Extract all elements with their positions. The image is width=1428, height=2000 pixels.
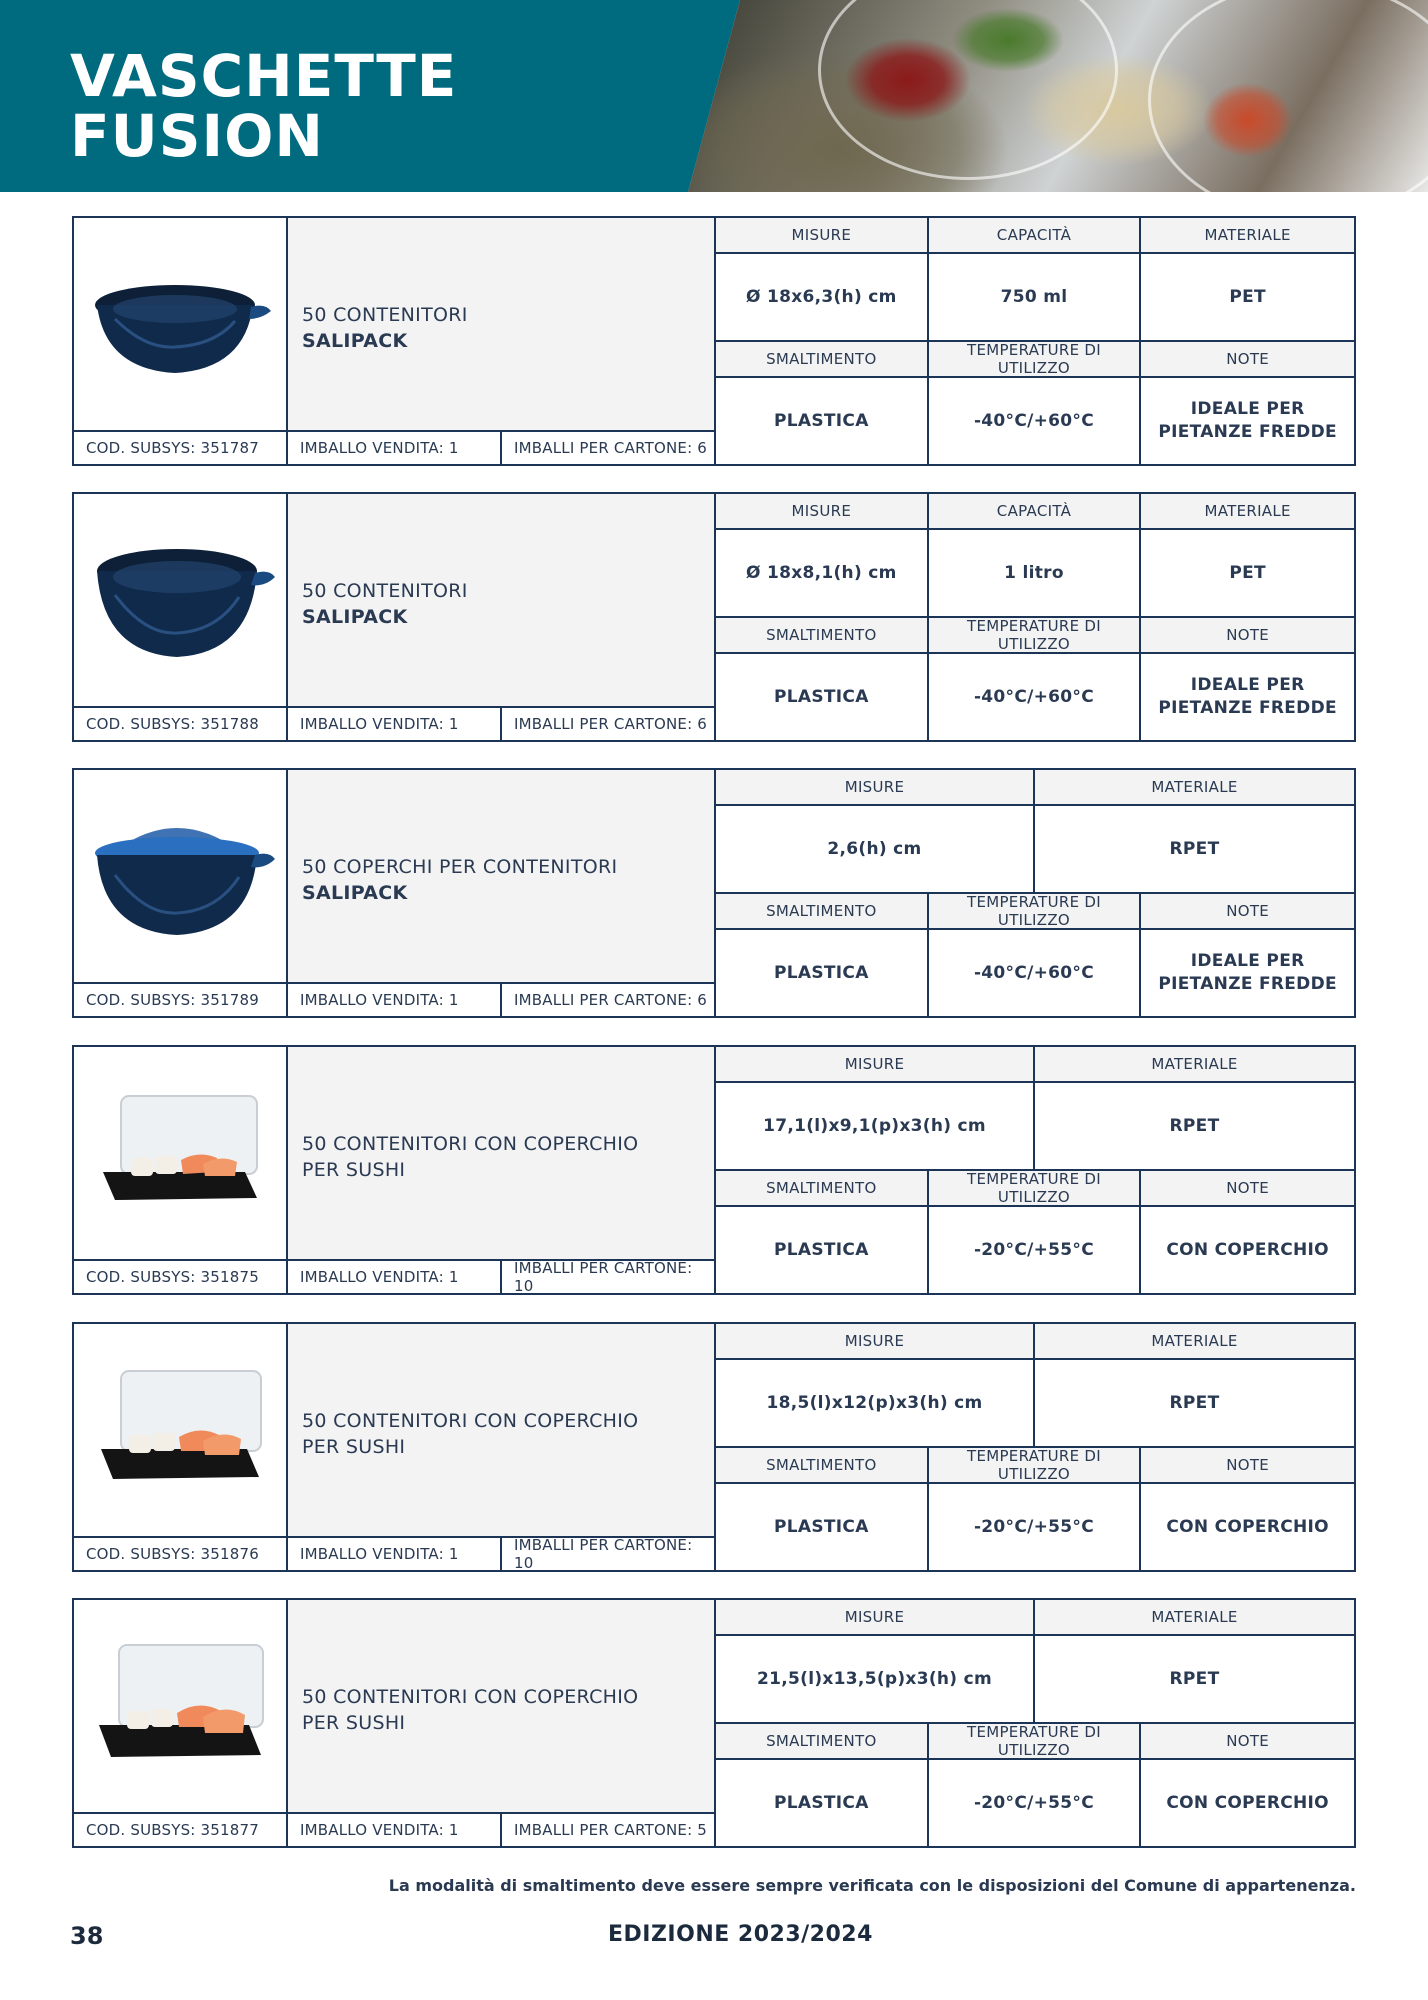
product-title-cell [288,1600,716,1812]
sushi-container-icon [95,1088,265,1218]
product-title-cell [288,218,716,430]
spec-value-note: CON COPERCHIO [1166,1239,1329,1260]
spec-header: MATERIALE [1204,226,1291,244]
product-card [72,1598,1356,1848]
salad-bowl-with-lid-icon [85,811,275,941]
spec-header: SMALTIMENTO [716,1171,929,1205]
imballo-vendita: IMBALLO VENDITA: 1 [288,1814,502,1846]
spec-value-capacita: 1 litro [929,530,1142,616]
spec-header: TEMPERATURE DI UTILIZZO [929,342,1142,376]
spec-header: NOTE [1226,1732,1270,1750]
spec-table [716,770,1354,1016]
spec-header: TEMPERATURE DI UTILIZZO [929,618,1142,652]
spec-header: SMALTIMENTO [716,894,929,928]
edition-label: EDIZIONE 2023/2024 [608,1922,873,1947]
product-footer [74,1812,716,1846]
imballo-vendita: IMBALLO VENDITA: 1 [288,984,502,1016]
spec-header: MISURE [716,1047,1035,1081]
spec-table [716,1047,1354,1293]
spec-value-note: IDEALE PER PIETANZE FREDDE [1158,951,1337,994]
product-footer [74,1536,716,1570]
product-footer [74,706,716,740]
spec-value-misure: Ø 18x8,1(h) cm [716,530,929,616]
spec-table [716,494,1354,740]
title-line-2: FUSION [70,102,324,170]
product-card [72,216,1356,466]
spec-value-capacita: 750 ml [929,254,1142,340]
product-title-line2: PER SUSHI [302,1712,406,1734]
spec-value-misure: 21,5(l)x13,5(p)x3(h) cm [716,1636,1035,1722]
product-code: COD. SUBSYS: 351788 [74,708,288,740]
spec-header: SMALTIMENTO [716,342,929,376]
spec-header: TEMPERATURE DI UTILIZZO [929,1171,1142,1205]
spec-header: MISURE [716,494,929,528]
product-footer [74,430,716,464]
product-footer [74,982,716,1016]
spec-header: CAPACITÀ [929,494,1142,528]
spec-header: NOTE [1226,1179,1270,1197]
title-line-1: VASCHETTE [70,42,458,110]
product-image [74,1600,288,1812]
spec-value-temperature: -40°C/+60°C [929,654,1142,740]
product-title-main: 50 CONTENITORI [302,304,468,326]
spec-header: TEMPERATURE DI UTILIZZO [929,1448,1142,1482]
page-header [0,0,1428,192]
spec-table [716,1600,1354,1846]
imballi-per-cartone: IMBALLI PER CARTONE: 10 [514,1536,693,1572]
spec-header: TEMPERATURE DI UTILIZZO [929,894,1142,928]
imballo-vendita: IMBALLO VENDITA: 1 [288,1538,502,1570]
spec-header: MISURE [716,218,929,252]
spec-header: SMALTIMENTO [716,1724,929,1758]
spec-value-smaltimento: PLASTICA [716,1484,929,1570]
product-title-cell [288,1324,716,1536]
imballo-vendita: IMBALLO VENDITA: 1 [288,432,502,464]
spec-header: MISURE [716,1600,1035,1634]
product-title-main: 50 COPERCHI PER CONTENITORI [302,856,618,878]
product-title-cell [288,770,716,982]
spec-value-temperature: -40°C/+60°C [929,378,1142,464]
product-title-main: 50 CONTENITORI CON COPERCHIO [302,1686,639,1708]
imballi-per-cartone: IMBALLI PER CARTONE: 10 [514,1259,693,1295]
spec-value-temperature: -20°C/+55°C [929,1207,1142,1293]
sushi-container-icon [95,1641,265,1771]
spec-header: MATERIALE [1151,1608,1238,1626]
imballo-vendita: IMBALLO VENDITA: 1 [288,1261,502,1293]
product-title-line2: PER SUSHI [302,1159,406,1181]
spec-value-materiale: RPET [1169,838,1220,859]
spec-header: MATERIALE [1151,1332,1238,1350]
spec-header: TEMPERATURE DI UTILIZZO [929,1724,1142,1758]
product-title-main: 50 CONTENITORI [302,580,468,602]
product-title-cell [288,1047,716,1259]
spec-value-temperature: -20°C/+55°C [929,1760,1142,1846]
spec-value-note: CON COPERCHIO [1166,1792,1329,1813]
imballi-per-cartone: IMBALLI PER CARTONE: 6 [514,439,708,457]
disposal-disclaimer: La modalità di smaltimento deve essere sempre verificata con le disposizioni del Comune di appartenenza. [388,1876,1356,1895]
spec-value-materiale: PET [1229,562,1266,583]
spec-header: NOTE [1226,1456,1270,1474]
product-title-line2: PER SUSHI [302,1436,406,1458]
spec-header: NOTE [1226,626,1270,644]
product-title-main: 50 CONTENITORI CON COPERCHIO [302,1410,639,1432]
spec-value-note: CON COPERCHIO [1166,1516,1329,1537]
spec-header: MISURE [716,770,1035,804]
page-number: 38 [70,1922,104,1950]
imballi-per-cartone: IMBALLI PER CARTONE: 5 [514,1821,708,1839]
spec-table [716,218,1354,464]
spec-value-smaltimento: PLASTICA [716,1207,929,1293]
product-title-brand: SALIPACK [302,330,408,352]
spec-value-smaltimento: PLASTICA [716,1760,929,1846]
product-title-cell [288,494,716,706]
sushi-container-icon [95,1365,265,1495]
spec-value-misure: 18,5(l)x12(p)x3(h) cm [716,1360,1035,1446]
spec-header: MATERIALE [1151,1055,1238,1073]
page-title [70,42,458,170]
salad-bowl-icon [85,259,275,389]
product-image [74,1324,288,1536]
product-code: COD. SUBSYS: 351787 [74,432,288,464]
product-image [74,494,288,706]
product-title [302,854,617,906]
product-code: COD. SUBSYS: 351877 [74,1814,288,1846]
product-image [74,218,288,430]
product-footer [74,1259,716,1293]
spec-header: SMALTIMENTO [716,1448,929,1482]
product-title [302,1684,638,1736]
spec-header: MATERIALE [1204,502,1291,520]
spec-value-misure: 2,6(h) cm [716,806,1035,892]
spec-value-materiale: RPET [1169,1392,1220,1413]
spec-value-temperature: -40°C/+60°C [929,930,1142,1016]
product-title [302,578,468,630]
product-title [302,1131,638,1183]
spec-value-materiale: PET [1229,286,1266,307]
product-image [74,770,288,982]
product-title-brand: SALIPACK [302,882,408,904]
spec-value-materiale: RPET [1169,1668,1220,1689]
product-title [302,302,468,354]
imballo-vendita: IMBALLO VENDITA: 1 [288,708,502,740]
spec-value-misure: 17,1(l)x9,1(p)x3(h) cm [716,1083,1035,1169]
spec-value-smaltimento: PLASTICA [716,654,929,740]
header-food-photo [688,0,1428,192]
product-title-brand: SALIPACK [302,606,408,628]
spec-value-note: IDEALE PER PIETANZE FREDDE [1158,399,1337,442]
product-title-main: 50 CONTENITORI CON COPERCHIO [302,1133,639,1155]
spec-value-misure: Ø 18x6,3(h) cm [716,254,929,340]
spec-header: NOTE [1226,902,1270,920]
spec-header: NOTE [1226,350,1270,368]
product-code: COD. SUBSYS: 351875 [74,1261,288,1293]
spec-value-materiale: RPET [1169,1115,1220,1136]
spec-value-temperature: -20°C/+55°C [929,1484,1142,1570]
product-card [72,768,1356,1018]
product-title [302,1408,638,1460]
spec-value-smaltimento: PLASTICA [716,378,929,464]
spec-header: CAPACITÀ [929,218,1142,252]
imballi-per-cartone: IMBALLI PER CARTONE: 6 [514,715,708,733]
spec-header: MISURE [716,1324,1035,1358]
spec-header: SMALTIMENTO [716,618,929,652]
imballi-per-cartone: IMBALLI PER CARTONE: 6 [514,991,708,1009]
salad-bowl-icon [85,535,275,665]
product-card [72,492,1356,742]
spec-header: MATERIALE [1151,778,1238,796]
spec-value-smaltimento: PLASTICA [716,930,929,1016]
product-image [74,1047,288,1259]
spec-table [716,1324,1354,1570]
spec-value-note: IDEALE PER PIETANZE FREDDE [1158,675,1337,718]
product-card [72,1322,1356,1572]
product-code: COD. SUBSYS: 351876 [74,1538,288,1570]
product-code: COD. SUBSYS: 351789 [74,984,288,1016]
product-card [72,1045,1356,1295]
